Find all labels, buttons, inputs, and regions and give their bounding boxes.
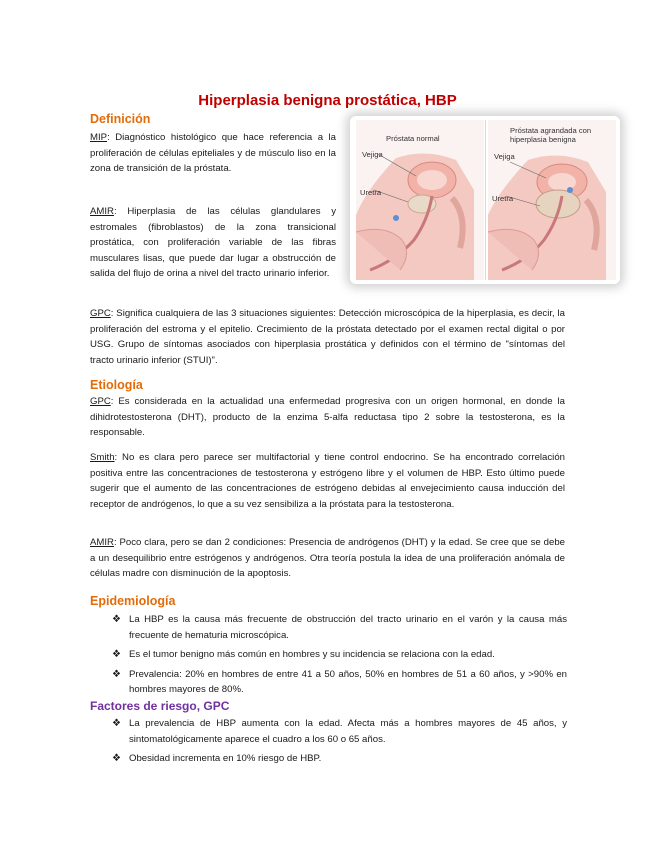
figure-divider bbox=[485, 120, 486, 280]
paragraph-text: : Es considerada en la actualidad una enfermedad progresiva con un origen hormonal, en donde la dihidrotestosterona (DHT), producto de la enzima 5-alfa reductasa tipo 2 sobre la testosterona, es la responsable. bbox=[90, 396, 565, 438]
label-normal-vejiga: Vejiga bbox=[362, 150, 383, 159]
paragraph-text: : No es clara pero parece ser multifactorial y tiene control endocrino. Se ha encontrado correlación positiva entre las concentraciones de testosterona y estrógeno libre y el volumen de HBP. Esto último puede sugerir que el aumento de las concentraciones de estrógeno debidas al envejecimiento causa inducción del receptor de andrógenos, lo que a su vez sensibiliza a la próstata para la testosterona. bbox=[90, 452, 565, 510]
source-label-mip: MIP bbox=[90, 132, 108, 143]
label-enlarged-uretra: Uretra bbox=[492, 194, 514, 203]
heading-etiologia: Etiología bbox=[90, 378, 143, 392]
diamond-bullet-icon: ❖ bbox=[112, 614, 121, 625]
list-item: ❖ Es el tumor benigno más común en hombres y su incidencia se relaciona con la edad. bbox=[112, 647, 567, 663]
list-item: ❖ La prevalencia de HBP aumenta con la edad. Afecta más a hombres mayores de 45 años, y sintomatológicamente aparece el cuadro a los 60 o 65 años. bbox=[112, 718, 567, 745]
list-item: ❖ Prevalencia: 20% en hombres de entre 41 a 50 años, 50% en hombres de 51 a 60 años, y >90% en hombres mayores de 80%. bbox=[112, 668, 567, 695]
paragraph-text: : Significa cualquiera de las 3 situaciones siguientes: Detección microscópica de la hiperplasia, es decir, la proliferación del estroma y el epitelio. Crecimiento de la próstata detectado por el examen rectal digital o por USG. Grupo de síntomas asociados con hiperplasia prostática y definidos con el término de "síntomas del tracto urinario inferior (STUI)". bbox=[90, 308, 565, 366]
source-label-gpc: GPC bbox=[90, 308, 111, 319]
page-title: Hiperplasia benigna prostática, HBP bbox=[198, 92, 457, 109]
normal-prostate-drawing bbox=[356, 120, 484, 280]
source-label-amir: AMIR bbox=[90, 537, 114, 548]
diamond-bullet-icon: ❖ bbox=[112, 668, 121, 680]
label-enlarged-title-1: Próstata agrandada con bbox=[510, 126, 592, 135]
paragraph-text: : Diagnóstico histológico que hace referencia a la proliferación de células epiteliales y de músculo liso en la zona de transición de la próstata. bbox=[90, 132, 336, 174]
label-normal-title: Próstata normal bbox=[386, 134, 440, 143]
paragraph-text: : Hiperplasia de las células glandulares y estromales (fibroblastos) de la zona transicional prostática, con proliferación variable de las fibras musculares lisas, que puede dar lugar a obstrucción de salida del flujo de orina a nivel del tracto urinario inferior. bbox=[90, 206, 336, 279]
paragraph-etiologia-smith bbox=[90, 450, 565, 512]
label-enlarged-title-2: hiperplasia benigna bbox=[510, 135, 576, 144]
list-item: ❖ La HBP es la causa más frecuente de obstrucción del tracto urinario en el varón y la causa más frecuente de hematuria microscópica. bbox=[112, 614, 567, 641]
paragraph-text: : Poco clara, pero se dan 2 condiciones: Presencia de andrógenos (DHT) y la edad. Se cree que se debe a un desequilibrio entre estrógenos y andrógenos. Otra teoría postula la idea de una proliferación anómala de células madre con disminución de la apoptosis. bbox=[90, 537, 565, 579]
paragraph-definicion-mip bbox=[90, 130, 336, 177]
heading-factores-riesgo: Factores de riesgo, GPC bbox=[90, 699, 230, 713]
source-label-gpc: GPC bbox=[90, 396, 111, 407]
label-normal-uretra: Uretra bbox=[360, 188, 382, 197]
heading-definicion: Definición bbox=[90, 112, 151, 126]
factores-list bbox=[112, 716, 567, 771]
paragraph-definicion-amir bbox=[90, 204, 336, 282]
source-label-amir: AMIR bbox=[90, 206, 114, 217]
enlarged-prostate-panel bbox=[488, 120, 616, 280]
heading-epidemiologia: Epidemiología bbox=[90, 594, 176, 608]
diamond-bullet-icon: ❖ bbox=[112, 753, 121, 764]
paragraph-etiologia-gpc bbox=[90, 394, 565, 441]
diamond-bullet-icon: ❖ bbox=[112, 649, 121, 660]
paragraph-definicion-gpc bbox=[90, 306, 565, 368]
source-label-smith: Smith bbox=[90, 452, 115, 463]
list-item: ❖ Obesidad incrementa en 10% riesgo de HBP. bbox=[112, 751, 567, 767]
prostate-illustration bbox=[350, 116, 620, 284]
epidemiologia-list bbox=[112, 612, 567, 702]
label-enlarged-vejiga: Vejiga bbox=[494, 152, 515, 161]
diamond-bullet-icon: ❖ bbox=[112, 718, 121, 729]
normal-prostate-panel bbox=[356, 120, 484, 280]
paragraph-etiologia-amir bbox=[90, 535, 565, 582]
